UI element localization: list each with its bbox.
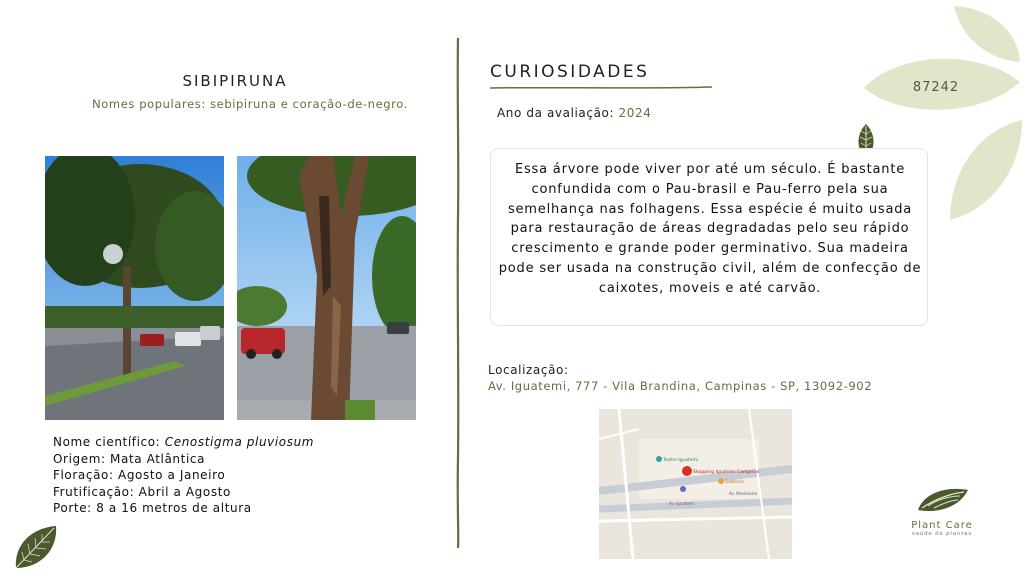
popular-names: Nomes populares: sebipiruna e coração-de-negro. [92, 97, 408, 111]
year-label: Ano da avaliação: [497, 106, 619, 120]
plant-facts [53, 434, 314, 517]
brand-name: Plant Care [911, 520, 973, 531]
map-poi-label: Shopping Iguatemi Campinas [693, 470, 760, 475]
brand-logo [900, 484, 984, 537]
curiosities-text: Essa árvore pode viver por até um século. É bastante confundida com o Pau-brasil e Pau-ferro pela sua semelhança nas folhagens. Essa espécie é muito usada para restauração de áreas degradadas pelo seu rápido crescimento e grande poder germinativo. Sua madeira pode ser usada na construção civil, além de confecção de caixotes, moveis e até carvão. [498, 162, 922, 296]
curiosities-title: CURIOSIDADES [490, 62, 650, 82]
brand-tagline: saúde de plantas [911, 531, 973, 537]
title-underline [490, 85, 712, 91]
map-street-label: Av. Iguatemi [669, 501, 694, 506]
leaf-icon [10, 522, 60, 572]
column-divider [455, 38, 461, 548]
fact-origin: Origem: Mata Atlântica [53, 451, 206, 466]
map-street-label: Av. Mackenzie [729, 491, 758, 496]
tree-code: 87242 [912, 80, 960, 95]
fact-fruiting: Frutificação: Abril a Agosto [53, 484, 231, 499]
evaluation-year [497, 106, 652, 120]
fact-label: Nome científico: [53, 435, 165, 449]
map-poi-label: Teatro Iguatemi [663, 458, 699, 463]
year-value: 2024 [618, 106, 652, 120]
tree-photo-wide [45, 156, 224, 420]
location-address[interactable]: Av. Iguatemi, 777 - Vila Brandina, Campinas - SP, 13092-902 [488, 379, 873, 393]
scientific-name: Cenostigma pluviosum [164, 435, 315, 449]
plant-title: SIBIPIRUNA [182, 72, 288, 90]
map-poi-label: Outback [725, 480, 744, 485]
tree-photo-trunk [237, 156, 416, 420]
leaf-shape [954, 6, 1020, 62]
fact-scientific-name [53, 434, 314, 451]
fact-flowering: Floração: Agosto a Janeiro [53, 468, 226, 482]
leaf-shape [950, 120, 1022, 220]
location-map[interactable] [599, 409, 792, 559]
fact-size: Porte: 8 a 16 metros de altura [53, 501, 252, 515]
location-label: Localização: [488, 363, 569, 377]
brand-leaf-icon [914, 484, 970, 514]
